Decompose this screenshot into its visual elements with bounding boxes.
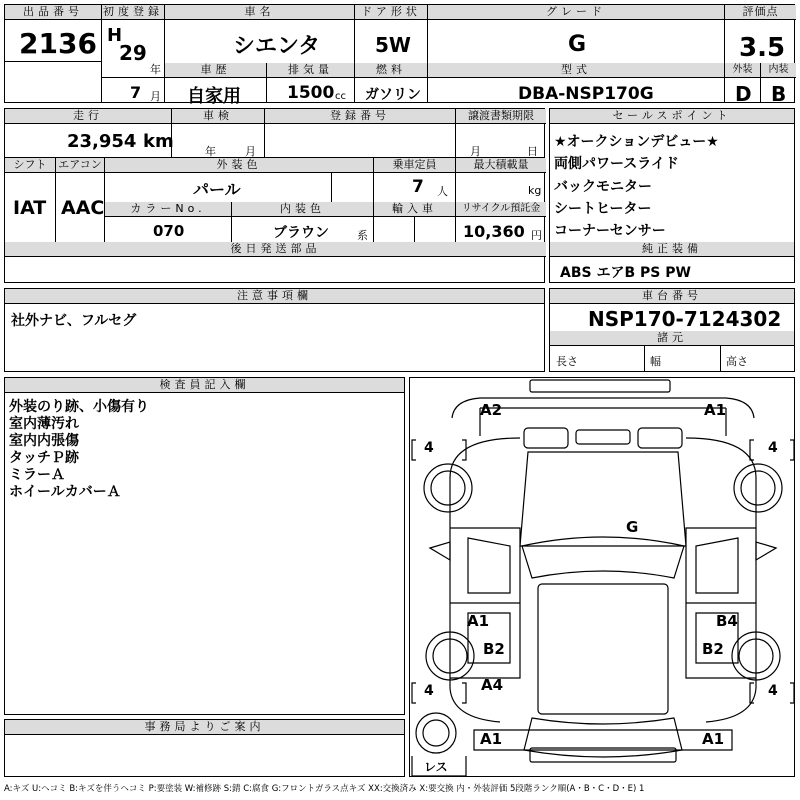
damage-mark: A2 xyxy=(480,401,503,419)
load-label: 最大積載量 xyxy=(456,158,546,173)
office-label: 事務局よりご案内 xyxy=(5,720,404,735)
grade-value: G xyxy=(568,32,587,57)
inspect-year: 年 xyxy=(205,145,216,158)
damage-mark: G xyxy=(626,518,639,536)
seats-value: 7 xyxy=(412,177,424,197)
car-label: 車名 xyxy=(165,5,354,20)
car-name: シエンタ xyxy=(233,34,321,59)
seats-label: 乗車定員 xyxy=(374,158,455,173)
damage-mark: B2 xyxy=(483,640,505,658)
score-value: 3.5 xyxy=(739,33,786,63)
chassis-number: NSP170-7124302 xyxy=(588,307,782,331)
lot-number: 2136 xyxy=(19,27,97,60)
inspector-line: 外装のり跡、小傷有り xyxy=(9,399,149,415)
intcolor-unit: 系 xyxy=(357,229,368,242)
mileage-unit: km xyxy=(143,131,174,152)
tire-depth: 4 xyxy=(768,683,778,699)
intcolor-label: 内装色 xyxy=(232,202,373,217)
mileage-value: 23,954 xyxy=(67,131,137,152)
length-label: 長さ xyxy=(556,355,578,368)
recycle-unit: 円 xyxy=(531,229,542,242)
inspector-line: ミラーＡ xyxy=(9,467,65,483)
model-value: DBA-NSP170G xyxy=(518,84,654,104)
damage-mark: A4 xyxy=(481,676,504,694)
spec-label: 諸元 xyxy=(550,331,794,346)
damage-mark: A1 xyxy=(480,730,503,748)
reg-year: 29 xyxy=(119,41,147,65)
history-value: 自家用 xyxy=(187,86,241,107)
fuel-value: ガソリン xyxy=(365,87,421,103)
load-unit: kg xyxy=(528,184,542,197)
legend: A:キズ U:ヘコミ B:キズを伴うヘコミ P:要塗装 W:補修跡 S:錆 C:腐食 G:フロントガラス点キズ XX:交換済み X:要交換 内・外装評価 5段階ランク順(A・B・C・D・E) 1 xyxy=(4,784,645,794)
inspect-label: 車検 xyxy=(172,109,264,124)
disp-unit: cc xyxy=(335,91,346,102)
car-damage-diagram xyxy=(409,377,795,777)
width-label: 幅 xyxy=(650,355,661,368)
sales-item: ★オークションデビュー★ xyxy=(554,134,719,150)
ac-value: AAC xyxy=(61,197,105,219)
office-box xyxy=(4,719,405,777)
ext-value: D xyxy=(735,82,752,106)
history-label: 車歴 xyxy=(165,63,266,78)
damage-mark: A1 xyxy=(702,730,725,748)
damage-mark: A1 xyxy=(467,612,490,630)
reg-month-unit: 月 xyxy=(150,90,161,103)
reg-year-unit: 年 xyxy=(150,63,161,76)
door-value: 5W xyxy=(375,33,411,57)
color-value: パール xyxy=(193,180,241,199)
intcolor-value: ブラウン xyxy=(273,225,329,241)
plate-label: 登録番号 xyxy=(265,109,455,124)
spare-tire-label: レス xyxy=(424,760,448,774)
notes-label: 注意事項欄 xyxy=(5,289,544,304)
model-label: 型式 xyxy=(428,63,724,78)
tire-depth: 4 xyxy=(424,683,434,699)
damage-mark: B2 xyxy=(702,640,724,658)
color-label: 外装色 xyxy=(105,158,373,173)
sales-item: シートヒーター xyxy=(554,201,652,217)
int-label: 内装 xyxy=(761,63,796,78)
sales-item: コーナーセンサー xyxy=(554,223,666,239)
transfer-label: 譲渡書類期限 xyxy=(456,109,546,124)
transfer-day: 日 xyxy=(527,145,538,158)
notes-value: 社外ナビ、フルセグ xyxy=(11,313,137,329)
inspector-line: 室内薄汚れ xyxy=(9,416,79,432)
tire-depth: 4 xyxy=(768,440,778,456)
shift-label: シフト xyxy=(5,158,55,173)
inspector-line: タッチＰ跡 xyxy=(9,450,79,466)
inspect-month: 月 xyxy=(245,145,256,158)
reg-label: 初度登録 xyxy=(103,5,163,18)
import-label: 輸入車 xyxy=(374,202,455,217)
disp-label: 排気量 xyxy=(267,63,354,78)
colorno-label: カラーNo. xyxy=(105,202,231,217)
sales-item: バックモニター xyxy=(554,179,652,195)
height-label: 高さ xyxy=(726,355,748,368)
inspector-box xyxy=(4,377,405,715)
colorno-value: 070 xyxy=(153,222,185,240)
later-parts-label: 後日発送部品 xyxy=(5,242,546,257)
chassis-label: 車台番号 xyxy=(550,289,794,304)
door-label: ドア形状 xyxy=(355,5,427,20)
equip-value: ABS エアB PS PW xyxy=(560,265,691,281)
sales-label: セールスポイント xyxy=(550,109,794,124)
car-outline-svg xyxy=(410,378,796,778)
notes-box xyxy=(4,288,545,372)
tire-depth: 4 xyxy=(424,440,434,456)
mileage-label: 走行 xyxy=(5,109,171,124)
disp-value: 1500 xyxy=(287,83,335,103)
reg-month: 7 xyxy=(130,83,142,102)
recycle-value: 10,360 xyxy=(463,222,525,241)
transfer-month: 月 xyxy=(470,145,481,158)
damage-mark: A1 xyxy=(704,401,727,419)
reg-era: H xyxy=(107,25,123,46)
seats-unit: 人 xyxy=(437,185,448,198)
lot-label: 出品番号 xyxy=(5,5,101,20)
detail-table xyxy=(4,108,545,283)
sales-item: 両側パワースライド xyxy=(554,156,679,172)
ac-label: エアコン xyxy=(56,158,104,173)
inspector-label: 検査員記入欄 xyxy=(5,378,404,393)
inspector-line: ホイールカバーＡ xyxy=(9,484,121,500)
score-label: 評価点 xyxy=(725,5,796,20)
chassis-box xyxy=(549,288,795,372)
damage-mark: B4 xyxy=(716,612,738,630)
inspector-line: 室内内張傷 xyxy=(9,433,79,449)
header-table xyxy=(4,4,795,107)
sales-points xyxy=(549,108,795,283)
fuel-label: 燃料 xyxy=(355,63,427,78)
int-value: B xyxy=(771,82,787,106)
grade-label: グレード xyxy=(428,5,724,20)
shift-value: IAT xyxy=(13,197,47,219)
recycle-label: リサイクル預託金 xyxy=(456,202,546,217)
equip-label: 純正装備 xyxy=(550,242,794,257)
ext-label: 外装 xyxy=(725,63,760,78)
